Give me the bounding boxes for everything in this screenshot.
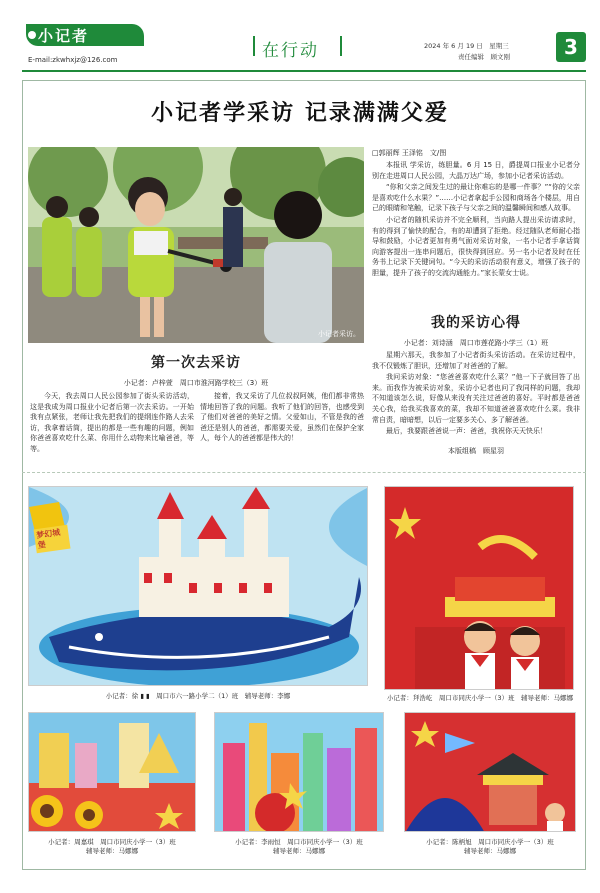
section-divider [22, 472, 586, 473]
article-paragraph: “你和父亲之间发生过的最让你难忘的是哪一件事？”“你的父亲是喜欢吃什么水果？”……小记者拿起手公园和商场各个楼层，用自己的眼睛和笔触，记录下孩子与父亲之间的温馨瞬间和感人故事。 [372, 183, 580, 213]
section-divider-right [340, 36, 342, 56]
page-number: 3 [556, 32, 586, 62]
reflection-title: 我的采访心得 [431, 315, 521, 331]
reflection-paragraph: 星期六那天，我参加了小记者街头采访活动。在采访过程中，我不仅锻炼了胆识，还增加了对爸爸的了解。 [372, 351, 580, 370]
temple-drawing [405, 713, 576, 832]
issue-date: 2024 年 6 月 19 日 星期三 [424, 42, 509, 50]
interview-photo-illustration [28, 147, 364, 343]
artwork-whale-castle [28, 486, 368, 686]
reflection-paragraph: 最后，我要跟爸爸说一声：爸爸，我祝你天天快乐！ [386, 427, 547, 436]
page-editor: 责任编辑 顾文刚 [458, 53, 510, 61]
city-drawing [215, 713, 384, 832]
flag-artwork-caption: 小记者：拜浩屹 周口市同庆小学一（3）班 辅导老师：马娜娜 [386, 694, 574, 702]
page-header [0, 0, 600, 82]
brand-dot-icon [28, 31, 36, 39]
sunflower-artwork-caption-line1: 小记者：周嘉琪 周口市同庆小学一（3）班 [48, 838, 176, 846]
artwork-sunflowers [28, 712, 196, 832]
interview-photo [28, 147, 364, 343]
artwork-city [214, 712, 384, 832]
sunflowers-drawing [29, 713, 196, 832]
reflection-paragraph: 我问采访对象：“您爸爸喜欢吃什么菜？”他一下子就回答了出来。而我作为被采访对象，采访小记者也问了我同样的问题，我却不知道该怎么说，好像从来没有关注过爸爸的喜好。平时都是爸爸关心我，给我买我喜欢的菜，我却不知道爸爸喜欢吃什么菜。我非常自责，暗暗想，以后一定要多关心、多了解爸爸。 [372, 373, 580, 424]
header-rule [22, 70, 586, 72]
whale-castle-drawing [29, 487, 368, 686]
city-artwork-caption-line2: 辅导老师：马娜娜 [273, 847, 325, 855]
reflection-body [372, 350, 580, 444]
article-paragraph: 小记者的随机采访并不完全顺利，当向路人提出采访请求时，有的得到了愉快的配合，有的却遭到了拒绝。经过随队老师耐心指导和鼓励，小记者更加有勇气面对采访对象，一名小记者手拿话筒向游客提出一连串问题后，很快得到回应。另一名小记者及时在任务书上记录下关键词句。“今天的采访活动很有意义，增强了孩子的胆量，提升了孩子的交流沟通能力。”家长蒙女士说。 [372, 215, 580, 277]
reflection-byline: 小记者：刘诗涵 周口市莲花路小学三（1）班 [403, 339, 549, 347]
headline: 小记者学采访 记录满满父爱 [151, 101, 449, 126]
artwork-temple [404, 712, 576, 832]
flag-kids-drawing [385, 487, 574, 690]
sunflower-artwork-caption-line2: 辅导老师：马娜娜 [86, 847, 138, 855]
section-title: 在行动 [262, 41, 319, 61]
artwork-badge: 梦幻城堡 [33, 525, 70, 553]
first-interview-title: 第一次去采访 [151, 355, 241, 371]
page-organizer: 本版组稿 顾星羽 [448, 447, 504, 455]
temple-artwork-caption-line2: 辅导老师：马娜娜 [464, 847, 516, 855]
first-interview-paragraph: 接着，我又采访了几位叔叔阿姨，他们都非常热情地回答了我的问题。我听了他们的回答，也感受到了他们对爸爸的美好之情。父爱如山，不管是我的爸爸还是别人的爸爸，都需要关爱，虽然们在保护全家人，每个人的爸爸都是伟大的！ [200, 392, 364, 443]
city-artwork-caption-line1: 小记者：李雨恒 周口市同庆小学一（3）班 [235, 838, 363, 846]
first-interview-column-2 [200, 391, 364, 461]
article-paragraph: 本报讯 学采访，练胆量。6 月 15 日，爵提周口报业小记者分别在走进周口人民公园，大晶万达广场，参加小记者采访活动。 [372, 161, 580, 180]
first-interview-byline: 小记者：卢梓萱 周口市淮河路学校三（3）班 [123, 379, 269, 387]
article-byline: □郭丽辉 王泽铭 文/图 [372, 149, 447, 157]
first-interview-paragraph: 今天，我去周口人民公园参加了街头采访活动，这是我成为周口报业小记者后第一次去采访。一开始我有点紧张，老师让我先把我们的提纲连作路人去采访，我拿着话筒，提出的都是一些有趣的问题，例如你爸爸喜欢吃什么菜、你用什么动物来比喻爸爸，等等。 [30, 392, 194, 453]
temple-artwork-caption-line1: 小记者：陈柄旭 周口市同庆小学一（3）班 [426, 838, 554, 846]
contact-email: E-mail:zkwhxjz@126.com [28, 56, 118, 64]
whale-artwork-caption: 小记者：徐 ▮ ▮ 周口市六一路小学二（1）班 辅导老师：李娜 [105, 692, 291, 700]
artwork-flag-kids [384, 486, 574, 690]
photo-caption: 小记者采访。 [318, 330, 360, 338]
news-article-body [372, 160, 580, 306]
section-divider-left [253, 36, 255, 56]
first-interview-column-1 [30, 391, 194, 461]
brand-title: 小记者 [38, 27, 90, 45]
